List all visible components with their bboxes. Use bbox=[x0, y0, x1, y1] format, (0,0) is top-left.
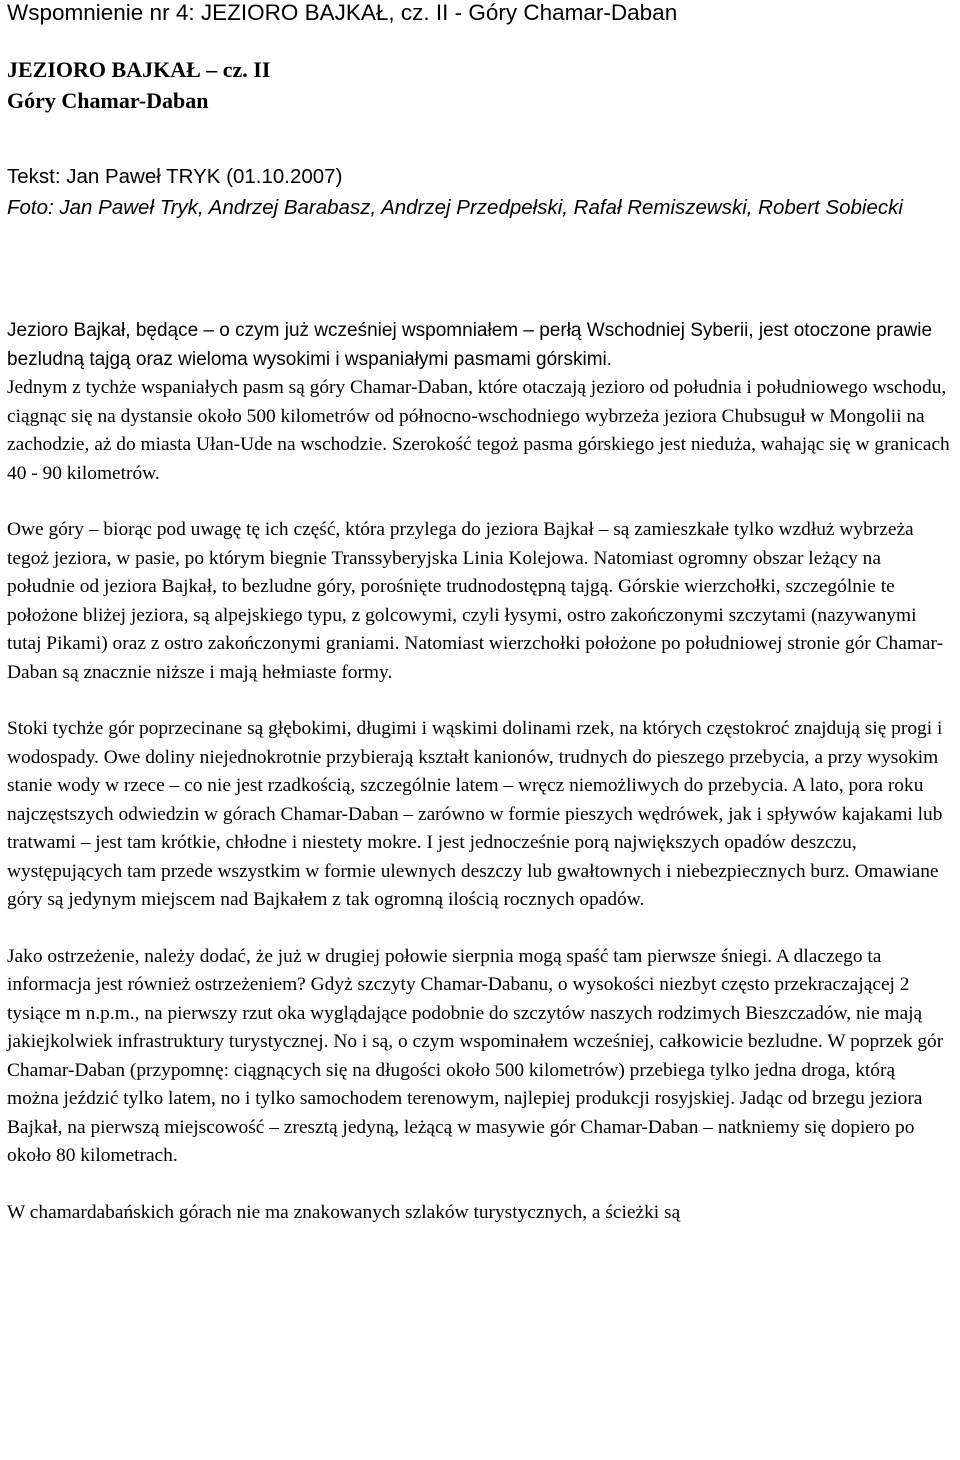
paragraph-4: Stoki tychże gór poprzecinane są głębokimi, długimi i wąskimi dolinami rzek, na których częstokroć znajdują się progi i wodospady. Owe doliny niejednokrotnie przybierają kształt kanionów, trudnych do pieszego przebycia, a przy wysokim stanie wody w rzece – co nie jest rzadkością, szczególnie latem – wręcz niemożliwych do przebycia. A lato, pora roku najczęstszych odwiedzin w górach Chamar-Daban – zarówno w formie pieszych wędrówek, jak i spływów kajakami lub tratwami – jest tam krótkie, chłodne i niestety mokre. I jest jednocześnie porą największych opadów deszczu, występujących tam przede wszystkim w formie ulewnych deszczy lub gwałtownych i niebezpiecznych burz. Omawiane góry są jedynym miejscem nad Bajkałem z tak ogromną ilością rocznych opadów. bbox=[7, 718, 943, 910]
paragraph-3: Owe góry – biorąc pod uwagę tę ich część, która przylega do jeziora Bajkał – są zamieszkałe tylko wzdłuż wybrzeża tegoż jeziora, w pasie, po którym biegnie Transsyberyjska Linia Kolejowa. Natomiast ogromny obszar leżący na południe od jeziora Bajkał, to bezludne góry, porośnięte trudnodostępną tajgą. Górskie wierzchołki, szczególnie te położone bliżej jeziora, są alpejskiego typu, z golcowymi, czyli łysymi, ostro zakończonymi szczytami (nazywanymi tutaj Pikami) oraz z ostro zakończonymi graniami. Natomiast wierzchołki położone po południowej stronie gór Chamar-Daban są znacznie niższe i mają hełmiaste formy. bbox=[7, 519, 944, 683]
title-line-1: JEZIORO BAJKAŁ – cz. II bbox=[7, 57, 271, 82]
credits bbox=[7, 161, 950, 223]
running-header: Wspomnienie nr 4: JEZIORO BAJKAŁ, cz. II - Góry Chamar-Daban bbox=[7, 0, 678, 25]
paragraph-6: W chamardabańskich górach nie ma znakowanych szlaków turystycznych, a ścieżki są bbox=[7, 1201, 681, 1223]
photo-credit: Foto: Jan Paweł Tryk, Andrzej Barabasz, Andrzej Przedpełski, Rafał Remiszewski, Robert Sobiecki bbox=[7, 196, 903, 219]
document-title bbox=[7, 54, 950, 116]
text-credit: Tekst: Jan Paweł TRYK (01.10.2007) bbox=[7, 165, 343, 188]
paragraph-2: Jednym z tychże wspaniałych pasm są góry Chamar-Daban, które otaczają jezioro od południa i południowego wschodu, ciągnąc się na dystansie około 500 kilometrów od północno-wschodniego wybrzeża jeziora Chubsuguł w Mongolii na zachodzie, aż do miasta Ułan-Ude na wschodzie. Szerokość tegoż pasma górskiego jest nieduża, wahając się w granicach 40 - 90 kilometrów. bbox=[7, 377, 950, 484]
title-line-2: Góry Chamar-Daban bbox=[7, 88, 209, 113]
paragraph-5: Jako ostrzeżenie, należy dodać, że już w drugiej połowie sierpnia mogą spaść tam pierwsze śniegi. A dlaczego ta informacja jest również ostrzeżeniem? Gdyż szczyty Chamar-Dabanu, o wysokości niezbyt często przekraczającej 2 tysiące m n.p.m., na pierwszy rzut oka wyglądające podobnie do szczytów naszych rodzimych Bieszczadów, nie mają jakiejkolwiek infrastruktury turystycznej. No i są, o czym wspominałem wcześniej, całkowicie bezludne. W poprzek gór Chamar-Daban (przypomnę: ciągnących się na długości około 500 kilometrów) przebiega tylko jedna droga, którą można jeździć tylko latem, no i tylko samochodem terenowym, najlepiej produkcji rosyjskiej. Jadąc od brzegu jeziora Bajkał, na pierwszą miejscowość – zresztą jedyną, leżącą w masywie gór Chamar-Daban – natkniemy się dopiero po około 80 kilometrach. bbox=[7, 945, 944, 1166]
paragraph-1: Jezioro Bajkał, będące – o czym już wcześniej wspomniałem – perłą Wschodniej Syberii, jest otoczone prawie bezludną tajgą oraz wieloma wysokimi i wspaniałymi pasmami górskimi. bbox=[7, 320, 933, 370]
